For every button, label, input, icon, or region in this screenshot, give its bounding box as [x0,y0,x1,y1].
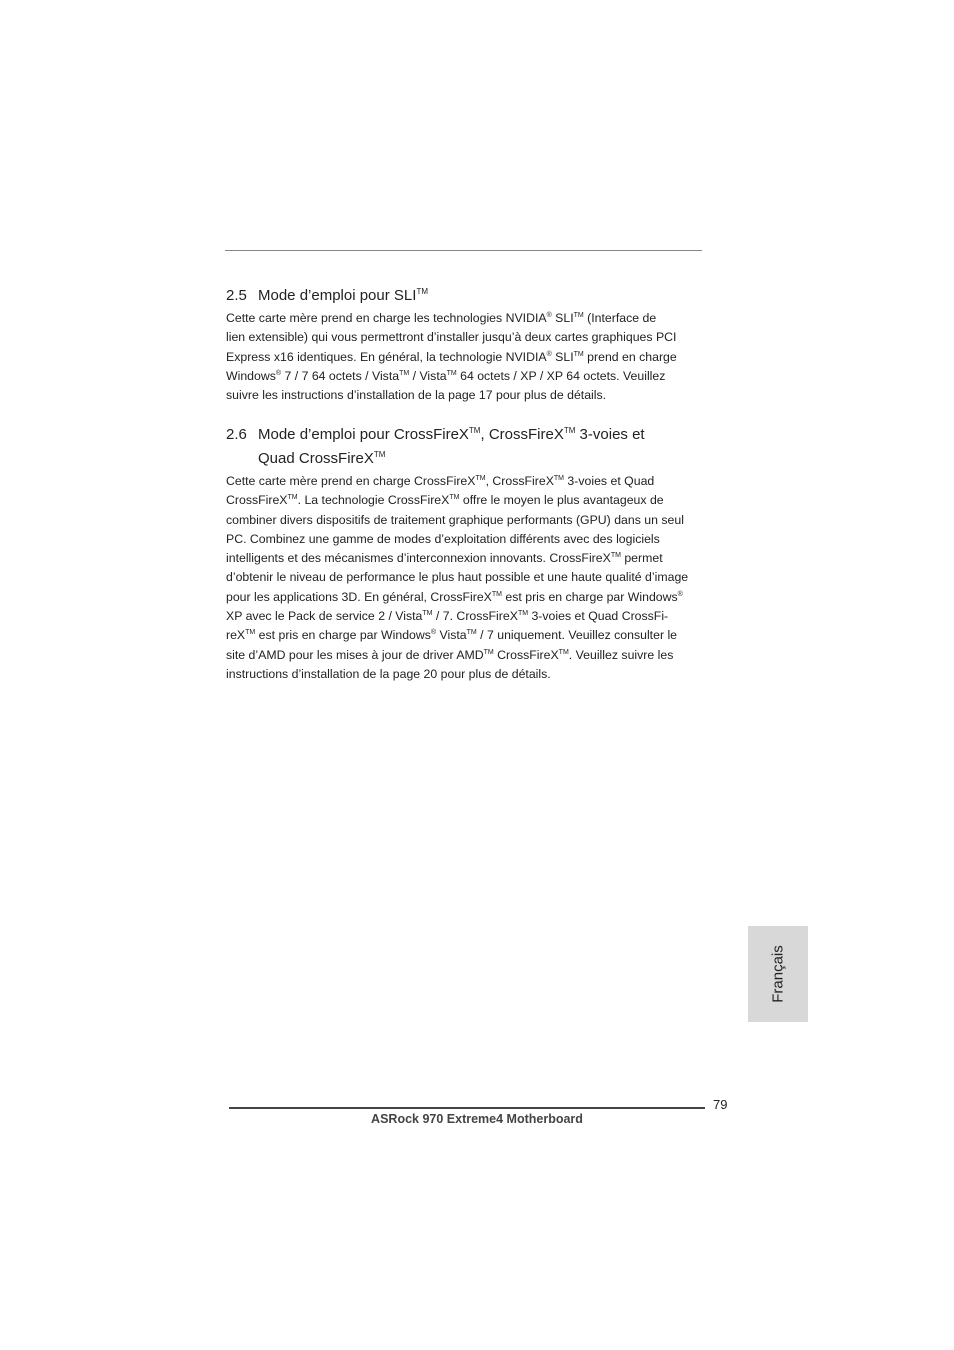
footer-product-name: ASRock 970 Extreme4 Motherboard [371,1112,583,1126]
page-number: 79 [713,1097,728,1112]
section-paragraph: Cette carte mère prend en charge les technologies NVIDIA® SLI™ (Interface de lien extensible) qui vous permettront d’installer jusqu’à deux cartes graphiques PCI Express x16 identiques. En général, la technologie NVIDIA® SLI™ prend en charge Windows® 7 / 7 64 octets / Vista™ / Vista™ 64 octets / XP / XP 64 octets. Veuillez suivre les instructions d’installation de la page 17 pour plus de détails. [226,311,677,403]
section-2-5 [226,284,706,405]
section-heading: 2.6 Mode d’emploi pour CrossFireX™, CrossFireX™ 3-voies et Quad CrossFireX™ [226,426,645,467]
section-paragraph: Cette carte mère prend en charge CrossFireX™, CrossFireX™ 3-voies et Quad CrossFireX™. La technologie CrossFireX™ offre le moyen le plus avantageux de combiner divers dispositifs de traitement graphique performants (GPU) dans un seul PC. Combinez une gamme de modes d’exploitation différents avec des logiciels intelligents et des mécanismes d’interconnexion innovants. CrossFireX™ permet d’obtenir le niveau de performance le plus haut possible et une haute qualité d’image pour les applications 3D. En général, CrossFireX™ est pris en charge par Windows® XP avec le Pack de service 2 / Vista™ / 7. CrossFireX™ 3-voies et Quad CrossFi- reX™ est pris en charge par Windows® Vista™ / 7 uniquement. Veuillez consulter le site d’AMD pour les mises à jour de driver AMD™ CrossFireX™. Veuillez suivre les instructions d’installation de la page 20 pour plus de détails. [226,474,689,681]
footer-divider [229,1107,705,1109]
language-tab [748,926,808,1022]
language-tab-label: Français [769,945,787,1003]
section-heading: 2.5 Mode d’emploi pour SLI™ [226,287,428,304]
top-divider [225,250,702,251]
section-2-6 [226,423,706,684]
